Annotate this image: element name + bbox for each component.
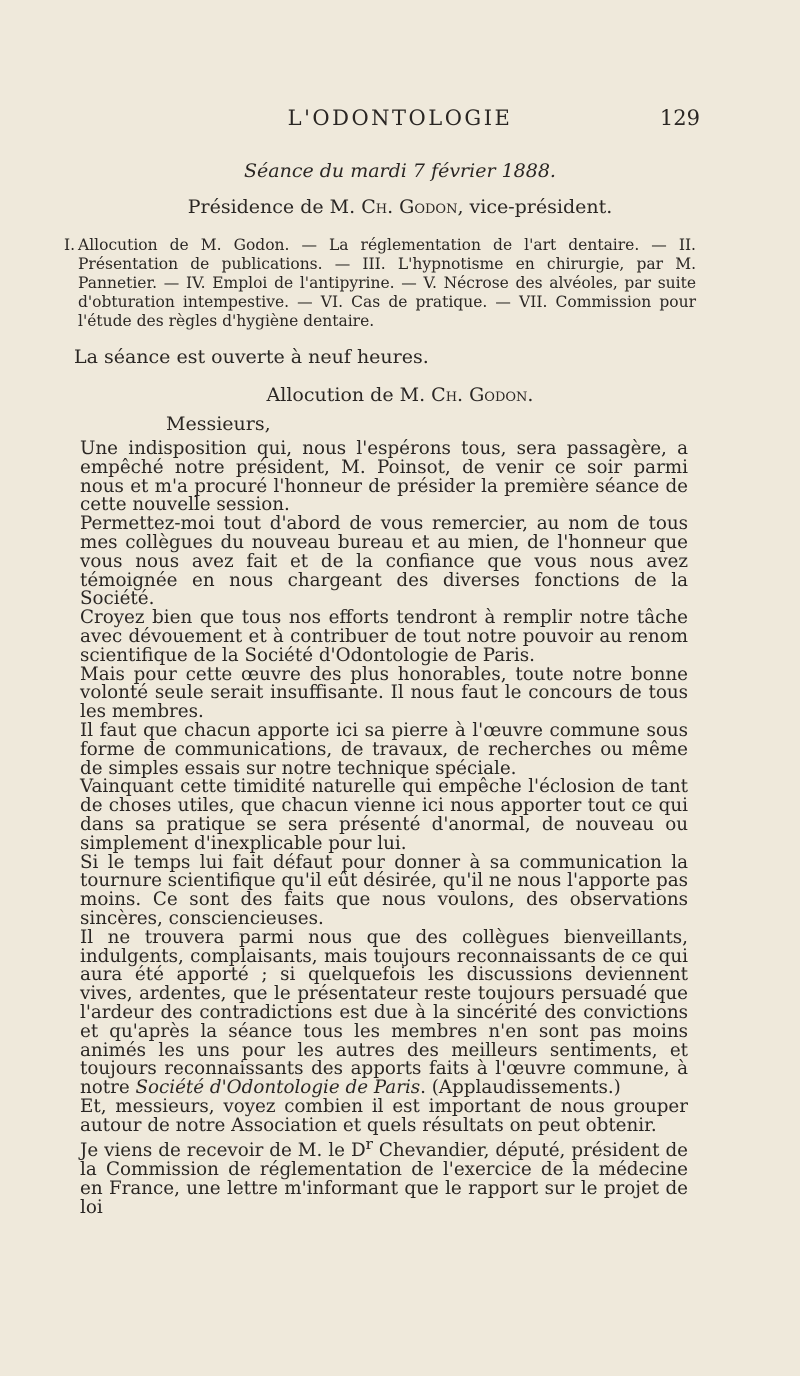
paragraph: Si le temps lui fait défaut pour donner à sa communication la tournure scientifique qu'il eût désirée, qu'il ne nous l'apporte pas moins. Ce sont des faits que nous voulons, des observations sincères, consciencieuses. [80,851,688,929]
presidency-name: Ch. Godon [361,196,458,218]
society-name: Société d'Odontologie de Paris [135,1077,421,1099]
paragraph-society [80,926,688,1099]
presidency-line [0,196,800,218]
paragraph: Vainquant cette timidité naturelle qui empêche l'éclosion de tant de choses utiles, que chacun vienne ici nous apporter tout ce qui dans sa pratique se sera présenté d'anormal, de nouveau ou simplement d'inexplicable pour lui. [80,776,688,854]
presidency-suffix: , vice-président. [457,196,613,218]
paragraph: Mais pour cette œuvre des plus honorables, toute notre bonne volonté seule serait insuffisante. Il nous faut le concours de tous les membres. [80,663,688,723]
salutation: Messieurs, [166,413,271,435]
paragraph-last-before: Je viens de recevoir de M. le D [80,1140,366,1162]
opening-line: La séance est ouverte à neuf heures. [74,346,429,368]
paragraph: Permettez-moi tout d'abord de vous remercier, au nom de tous mes collègues du nouveau bureau et au mien, de l'honneur que vous nous avez fait et de la confiance que vous nous avez témoignée en nous chargeant des diverses fonctions de la Société. [80,513,688,610]
paragraph: Une indisposition qui, nous l'espérons tous, sera passagère, a empêché notre président, M. Poinsot, de venir ce soir parmi nous et m'a procuré l'honneur de présider la première séance de cette nouvelle session. [80,438,688,516]
summary-text: Allocution de M. Godon. — La réglementation de l'art dentaire. — II. Présentation de publications. — III. L'hypnotisme en chirurgie, par M. Pannetier. — IV. Emploi de l'antipyrine. — V. Nécrose des alvéoles, par suite d'obturation intempestive. — VI. Cas de pratique. — VII. Commission pour l'étude des règles d'hygiène dentaire. [78,236,696,330]
paragraph-last-after: Chevandier, député, président de la Commission de réglementation de l'exercice de la médecine en France, une lettre m'informant que le rapport sur le projet de loi [80,1140,688,1218]
allocution-suffix: . [527,384,534,406]
running-head [0,106,800,136]
running-title: L'ODONTOLOGIE [287,106,513,130]
doctor-superscript: r [365,1135,373,1154]
paragraph-society-after: . (Applaudissements.) [420,1077,621,1099]
session-date: Séance du mardi 7 février 1888. [244,160,556,182]
paragraph: Croyez bien que tous nos efforts tendront à remplir notre tâche avec dévouement et à contribuer de tout notre pouvoir au renom scientifique de la Société d'Odontologie de Paris. [80,607,688,666]
allocution-prefix: Allocution de M. [266,384,432,406]
allocution-name: Ch. Godon [431,384,528,406]
paragraph-last [80,1135,688,1217]
allocution-title [0,384,800,406]
paragraph-society-before: Il ne trouvera parmi nous que des collègues bienveillants, indulgents, complaisants, mais toujours reconnaissants de ce qui aura été apporté ; si quelquefois les discussions deviennent vives, ardentes, que le présentateur reste toujours persuadé que l'ardeur des contradictions est due à la sincérité des convictions et qu'après la séance tous les membres n'en sont pas moins animés les uns pour les autres des meilleurs sentiments, et toujours reconnaissants des apports faits à l'œuvre commune, à notre [80,926,688,1099]
session-summary [64,236,696,331]
paragraph: Il faut que chacun apporte ici sa pierre à l'œuvre commune sous forme de communications, de travaux, de recherches ou même de simples essais sur notre technique spéciale. [80,719,688,779]
paragraph: Et, messieurs, voyez combien il est important de nous grouper autour de notre Association et quels résultats on peut obtenir. [80,1095,688,1136]
page-number: 129 [659,106,700,130]
summary-number: I. [64,236,76,254]
presidency-prefix: Présidence de M. [187,196,362,218]
body-text [80,440,688,1218]
